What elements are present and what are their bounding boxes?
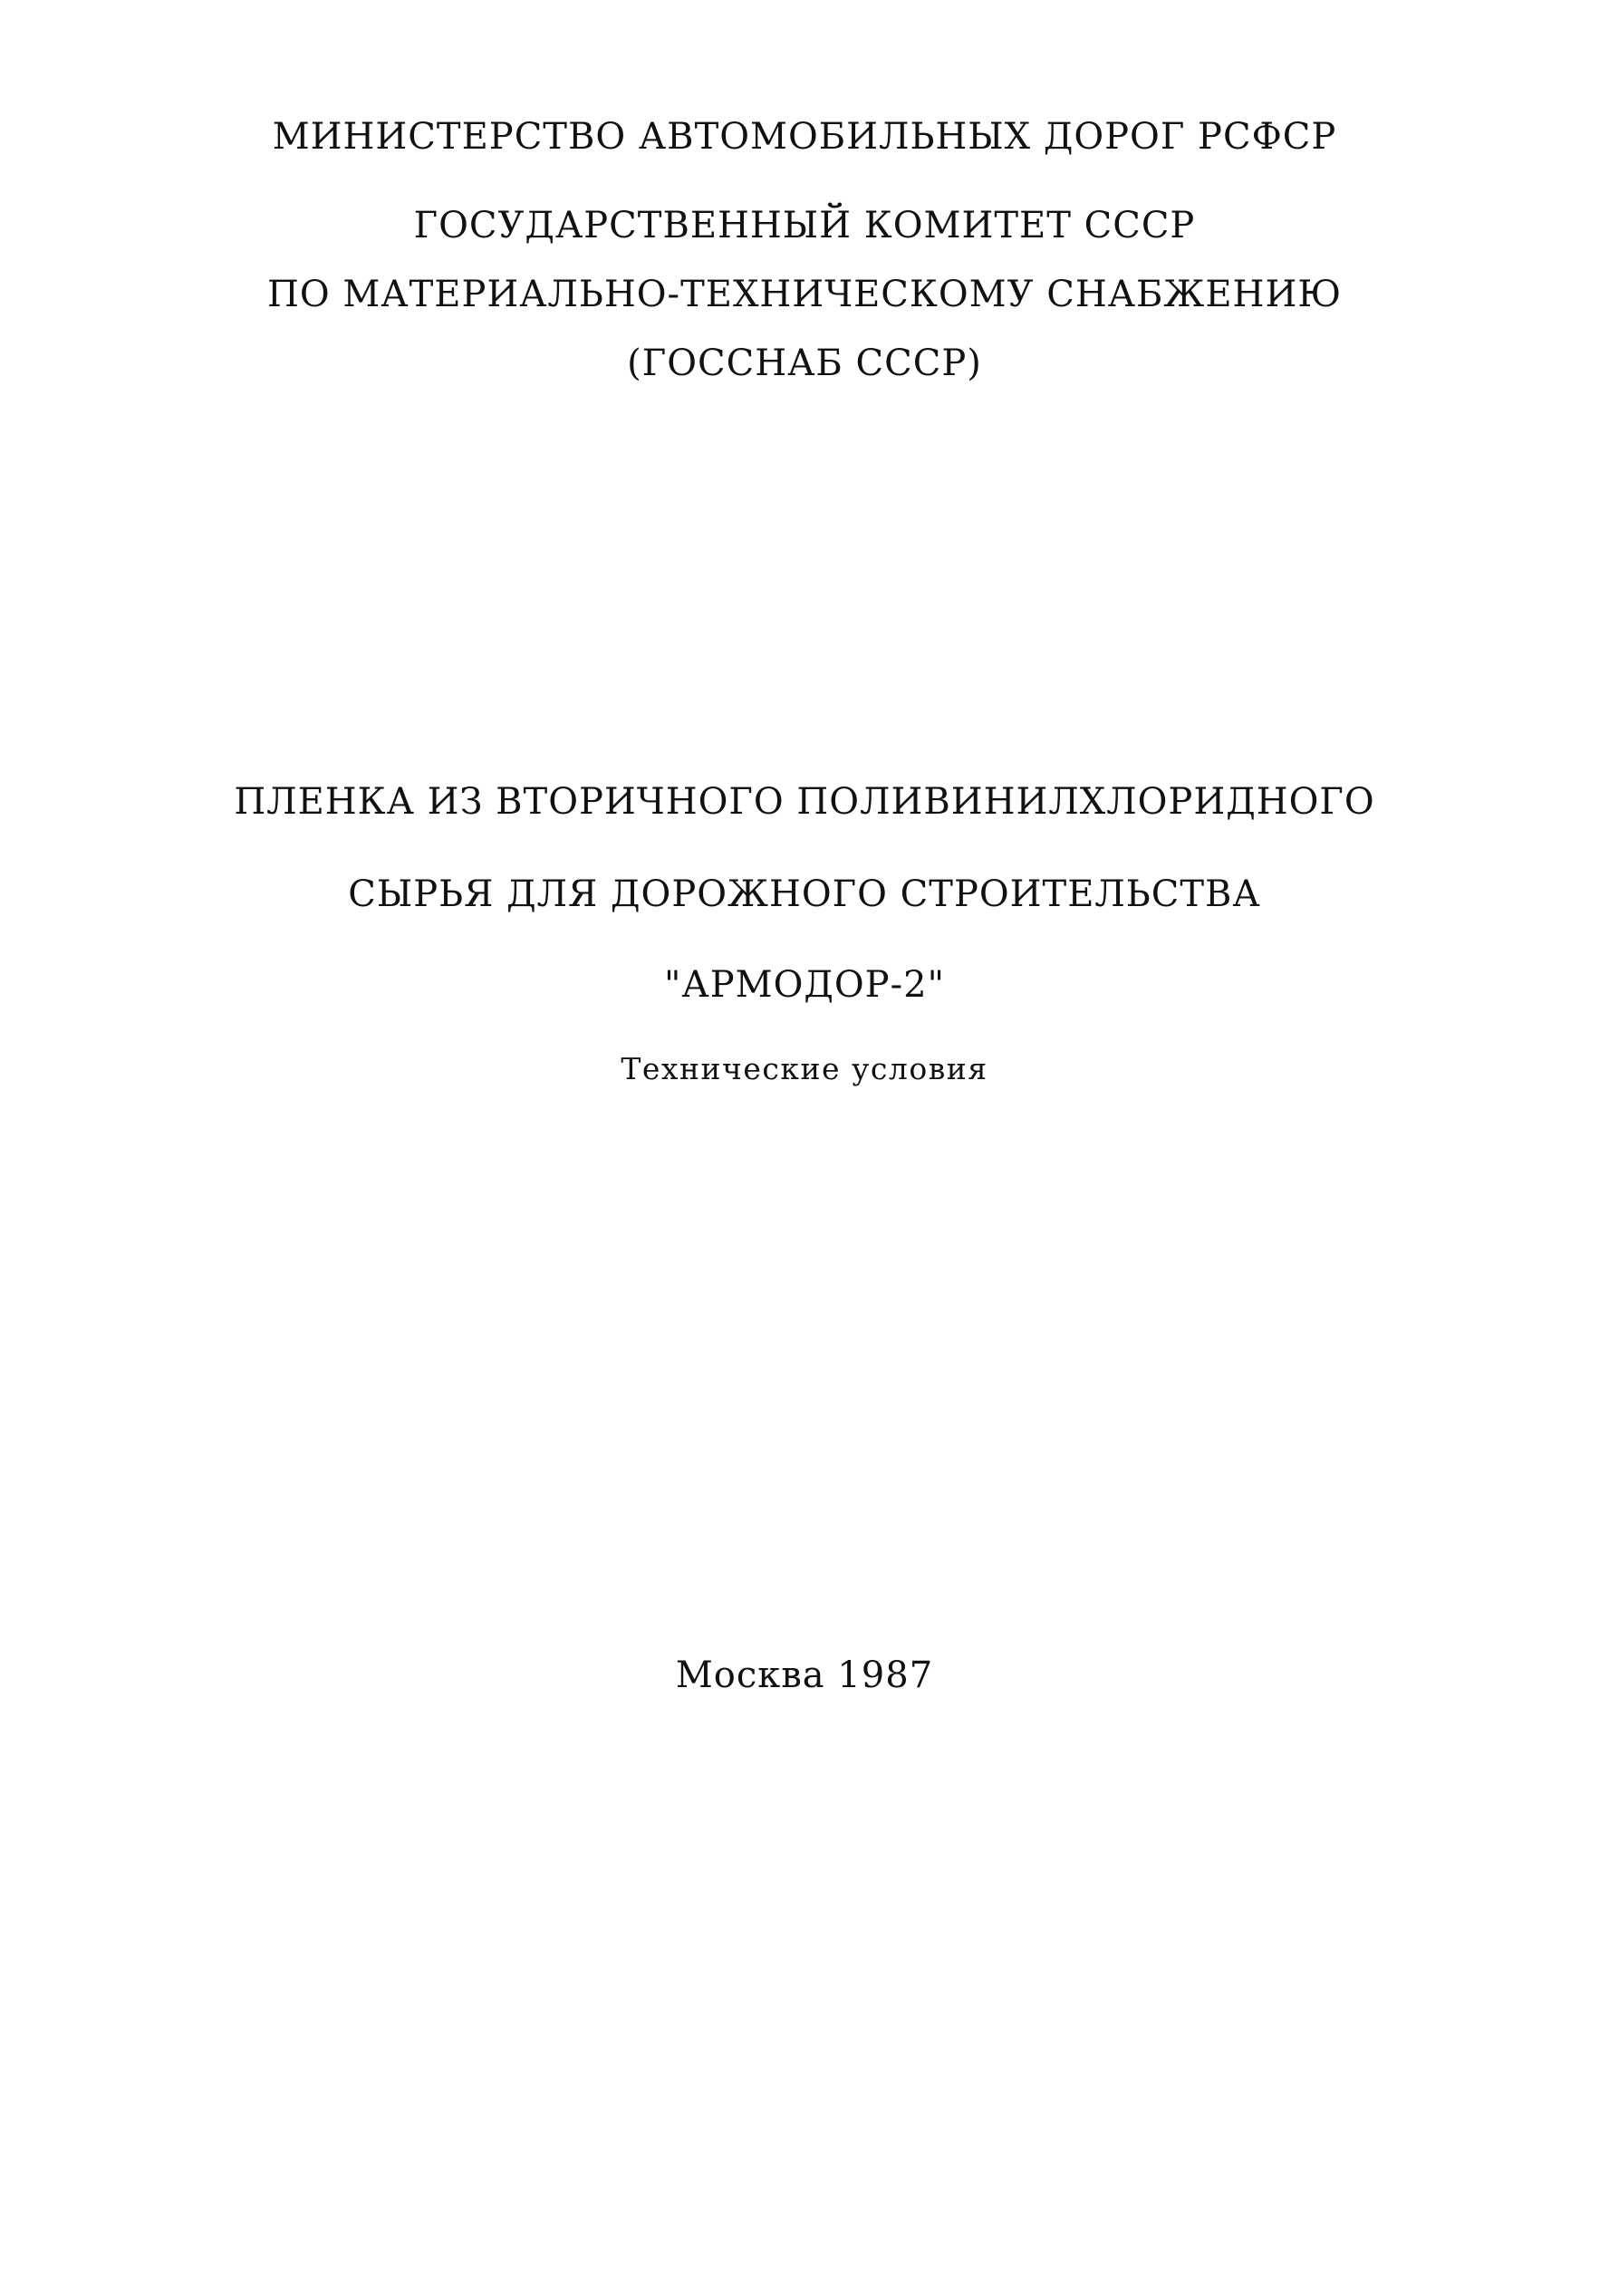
committee-abbreviation: (ГОССНАБ СССР) bbox=[627, 342, 982, 384]
ministry-name: МИНИСТЕРСТВО АВТОМОБИЛЬНЫХ ДОРОГ РСФСР bbox=[272, 116, 1337, 158]
document-title-line1: ПЛЕНКА ИЗ ВТОРИЧНОГО ПОЛИВИНИЛХЛОРИДНОГО bbox=[234, 781, 1375, 823]
document-title-line2: СЫРЬЯ ДЛЯ ДОРОЖНОГО СТРОИТЕЛЬСТВА bbox=[348, 873, 1261, 915]
committee-name-line2: ПО МАТЕРИАЛЬНО-ТЕХНИЧЕСКОМУ СНАБЖЕНИЮ bbox=[266, 274, 1343, 315]
committee-name-line1: ГОСУДАРСТВЕННЫЙ КОМИТЕТ СССР bbox=[413, 205, 1196, 246]
place-and-year: Москва 1987 bbox=[675, 1654, 934, 1696]
document-subtitle: Технические условия bbox=[621, 1051, 988, 1086]
document-title-line3: "АРМОДОР-2" bbox=[664, 964, 945, 1006]
